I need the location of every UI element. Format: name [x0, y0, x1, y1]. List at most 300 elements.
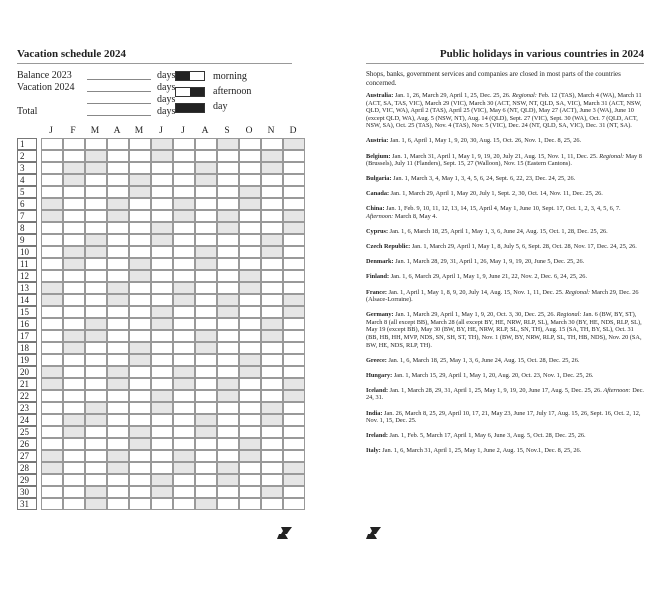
calendar-cell[interactable] — [41, 162, 63, 174]
calendar-cell[interactable] — [107, 366, 129, 378]
calendar-cell[interactable] — [283, 438, 305, 450]
calendar-cell[interactable] — [129, 294, 151, 306]
calendar-cell[interactable] — [129, 342, 151, 354]
calendar-cell[interactable] — [41, 138, 63, 150]
calendar-cell[interactable] — [129, 498, 151, 510]
calendar-cell[interactable] — [217, 150, 239, 162]
calendar-cell[interactable] — [195, 222, 217, 234]
calendar-cell[interactable] — [129, 330, 151, 342]
calendar-cell[interactable] — [195, 342, 217, 354]
calendar-cell[interactable] — [283, 270, 305, 282]
calendar-cell[interactable] — [283, 174, 305, 186]
calendar-cell[interactable] — [173, 402, 195, 414]
calendar-cell[interactable] — [283, 450, 305, 462]
calendar-cell[interactable] — [239, 378, 261, 390]
calendar-cell[interactable] — [173, 462, 195, 474]
calendar-cell[interactable] — [63, 210, 85, 222]
calendar-cell[interactable] — [217, 474, 239, 486]
calendar-cell[interactable] — [217, 246, 239, 258]
calendar-cell[interactable] — [261, 378, 283, 390]
calendar-cell[interactable] — [129, 282, 151, 294]
calendar-cell[interactable] — [151, 450, 173, 462]
calendar-cell[interactable] — [195, 330, 217, 342]
calendar-cell[interactable] — [173, 438, 195, 450]
calendar-cell[interactable] — [217, 162, 239, 174]
calendar-cell[interactable] — [239, 426, 261, 438]
calendar-cell[interactable] — [261, 174, 283, 186]
calendar-cell[interactable] — [283, 210, 305, 222]
calendar-cell[interactable] — [239, 198, 261, 210]
calendar-cell[interactable] — [107, 258, 129, 270]
calendar-cell[interactable] — [195, 378, 217, 390]
calendar-cell[interactable] — [239, 486, 261, 498]
calendar-cell[interactable] — [239, 354, 261, 366]
calendar-cell[interactable] — [173, 150, 195, 162]
calendar-cell[interactable] — [151, 426, 173, 438]
calendar-cell[interactable] — [107, 354, 129, 366]
calendar-cell[interactable] — [239, 234, 261, 246]
calendar-cell[interactable] — [261, 390, 283, 402]
calendar-cell[interactable] — [217, 450, 239, 462]
calendar-cell[interactable] — [129, 426, 151, 438]
calendar-cell[interactable] — [239, 390, 261, 402]
calendar-cell[interactable] — [129, 210, 151, 222]
calendar-cell[interactable] — [195, 354, 217, 366]
calendar-cell[interactable] — [41, 210, 63, 222]
calendar-cell[interactable] — [283, 222, 305, 234]
calendar-cell[interactable] — [195, 138, 217, 150]
calendar-cell[interactable] — [129, 462, 151, 474]
calendar-cell[interactable] — [217, 390, 239, 402]
calendar-cell[interactable] — [151, 294, 173, 306]
calendar-cell[interactable] — [129, 198, 151, 210]
calendar-cell[interactable] — [283, 306, 305, 318]
calendar-cell[interactable] — [151, 462, 173, 474]
calendar-cell[interactable] — [107, 342, 129, 354]
calendar-cell[interactable] — [195, 318, 217, 330]
calendar-cell[interactable] — [239, 450, 261, 462]
vacation-field[interactable] — [87, 91, 151, 92]
calendar-cell[interactable] — [129, 414, 151, 426]
calendar-cell[interactable] — [107, 330, 129, 342]
calendar-cell[interactable] — [85, 294, 107, 306]
calendar-cell[interactable] — [41, 150, 63, 162]
calendar-cell[interactable] — [173, 486, 195, 498]
calendar-cell[interactable] — [173, 426, 195, 438]
calendar-cell[interactable] — [129, 138, 151, 150]
calendar-cell[interactable] — [195, 294, 217, 306]
calendar-cell[interactable] — [239, 258, 261, 270]
calendar-cell[interactable] — [129, 390, 151, 402]
calendar-cell[interactable] — [261, 162, 283, 174]
calendar-cell[interactable] — [261, 210, 283, 222]
calendar-cell[interactable] — [217, 294, 239, 306]
calendar-cell[interactable] — [173, 162, 195, 174]
calendar-cell[interactable] — [217, 282, 239, 294]
calendar-cell[interactable] — [261, 198, 283, 210]
calendar-cell[interactable] — [283, 258, 305, 270]
calendar-cell[interactable] — [129, 486, 151, 498]
calendar-cell[interactable] — [283, 150, 305, 162]
calendar-cell[interactable] — [239, 306, 261, 318]
calendar-cell[interactable] — [261, 330, 283, 342]
calendar-cell[interactable] — [239, 462, 261, 474]
calendar-cell[interactable] — [63, 474, 85, 486]
calendar-cell[interactable] — [151, 366, 173, 378]
calendar-cell[interactable] — [41, 234, 63, 246]
calendar-cell[interactable] — [261, 402, 283, 414]
calendar-cell[interactable] — [217, 318, 239, 330]
calendar-cell[interactable] — [41, 318, 63, 330]
calendar-cell[interactable] — [85, 270, 107, 282]
calendar-cell[interactable] — [85, 378, 107, 390]
calendar-cell[interactable] — [129, 402, 151, 414]
calendar-cell[interactable] — [129, 186, 151, 198]
calendar-cell[interactable] — [63, 318, 85, 330]
calendar-cell[interactable] — [195, 414, 217, 426]
calendar-cell[interactable] — [239, 138, 261, 150]
calendar-cell[interactable] — [217, 402, 239, 414]
calendar-cell[interactable] — [195, 270, 217, 282]
calendar-cell[interactable] — [261, 486, 283, 498]
calendar-cell[interactable] — [63, 270, 85, 282]
calendar-cell[interactable] — [261, 234, 283, 246]
calendar-cell[interactable] — [217, 438, 239, 450]
calendar-cell[interactable] — [283, 426, 305, 438]
calendar-cell[interactable] — [107, 390, 129, 402]
calendar-cell[interactable] — [41, 198, 63, 210]
calendar-cell[interactable] — [85, 450, 107, 462]
calendar-cell[interactable] — [107, 186, 129, 198]
calendar-cell[interactable] — [217, 366, 239, 378]
calendar-cell[interactable] — [129, 258, 151, 270]
calendar-cell[interactable] — [41, 174, 63, 186]
calendar-cell[interactable] — [195, 402, 217, 414]
calendar-cell[interactable] — [195, 498, 217, 510]
calendar-cell[interactable] — [173, 318, 195, 330]
calendar-cell[interactable] — [41, 366, 63, 378]
calendar-cell[interactable] — [195, 186, 217, 198]
calendar-cell[interactable] — [63, 186, 85, 198]
calendar-cell[interactable] — [63, 366, 85, 378]
calendar-cell[interactable] — [217, 462, 239, 474]
calendar-cell[interactable] — [151, 438, 173, 450]
calendar-cell[interactable] — [107, 450, 129, 462]
calendar-cell[interactable] — [107, 138, 129, 150]
calendar-cell[interactable] — [261, 354, 283, 366]
calendar-cell[interactable] — [63, 402, 85, 414]
calendar-cell[interactable] — [151, 306, 173, 318]
calendar-cell[interactable] — [63, 162, 85, 174]
calendar-cell[interactable] — [151, 402, 173, 414]
calendar-cell[interactable] — [63, 390, 85, 402]
calendar-cell[interactable] — [63, 138, 85, 150]
calendar-cell[interactable] — [63, 354, 85, 366]
calendar-cell[interactable] — [173, 294, 195, 306]
calendar-cell[interactable] — [129, 474, 151, 486]
total-field[interactable] — [87, 115, 151, 116]
calendar-cell[interactable] — [63, 174, 85, 186]
calendar-cell[interactable] — [217, 498, 239, 510]
calendar-cell[interactable] — [217, 174, 239, 186]
calendar-cell[interactable] — [173, 366, 195, 378]
calendar-cell[interactable] — [107, 402, 129, 414]
calendar-cell[interactable] — [283, 186, 305, 198]
calendar-cell[interactable] — [41, 222, 63, 234]
calendar-cell[interactable] — [63, 330, 85, 342]
calendar-cell[interactable] — [283, 354, 305, 366]
calendar-cell[interactable] — [151, 498, 173, 510]
calendar-cell[interactable] — [85, 426, 107, 438]
calendar-cell[interactable] — [217, 186, 239, 198]
calendar-cell[interactable] — [41, 426, 63, 438]
calendar-cell[interactable] — [151, 342, 173, 354]
calendar-cell[interactable] — [217, 198, 239, 210]
calendar-cell[interactable] — [41, 354, 63, 366]
calendar-cell[interactable] — [63, 258, 85, 270]
calendar-cell[interactable] — [283, 162, 305, 174]
calendar-cell[interactable] — [217, 270, 239, 282]
calendar-cell[interactable] — [129, 438, 151, 450]
calendar-cell[interactable] — [283, 414, 305, 426]
calendar-cell[interactable] — [173, 498, 195, 510]
calendar-cell[interactable] — [239, 246, 261, 258]
calendar-cell[interactable] — [85, 474, 107, 486]
calendar-cell[interactable] — [85, 330, 107, 342]
calendar-cell[interactable] — [107, 282, 129, 294]
calendar-cell[interactable] — [283, 498, 305, 510]
calendar-cell[interactable] — [129, 378, 151, 390]
calendar-cell[interactable] — [129, 354, 151, 366]
calendar-cell[interactable] — [151, 138, 173, 150]
calendar-cell[interactable] — [283, 234, 305, 246]
calendar-cell[interactable] — [217, 342, 239, 354]
calendar-cell[interactable] — [63, 234, 85, 246]
calendar-cell[interactable] — [173, 474, 195, 486]
calendar-cell[interactable] — [217, 210, 239, 222]
calendar-cell[interactable] — [173, 330, 195, 342]
calendar-cell[interactable] — [151, 414, 173, 426]
calendar-cell[interactable] — [239, 174, 261, 186]
calendar-cell[interactable] — [217, 306, 239, 318]
calendar-cell[interactable] — [151, 282, 173, 294]
calendar-cell[interactable] — [195, 390, 217, 402]
calendar-cell[interactable] — [107, 498, 129, 510]
calendar-cell[interactable] — [239, 330, 261, 342]
calendar-cell[interactable] — [63, 486, 85, 498]
calendar-cell[interactable] — [151, 150, 173, 162]
calendar-cell[interactable] — [173, 186, 195, 198]
calendar-cell[interactable] — [129, 450, 151, 462]
calendar-cell[interactable] — [261, 306, 283, 318]
calendar-cell[interactable] — [261, 150, 283, 162]
calendar-cell[interactable] — [85, 210, 107, 222]
calendar-cell[interactable] — [195, 246, 217, 258]
calendar-cell[interactable] — [151, 354, 173, 366]
calendar-cell[interactable] — [217, 414, 239, 426]
calendar-cell[interactable] — [195, 234, 217, 246]
calendar-cell[interactable] — [85, 402, 107, 414]
calendar-cell[interactable] — [151, 270, 173, 282]
calendar-cell[interactable] — [239, 438, 261, 450]
balance-field[interactable] — [87, 79, 151, 80]
calendar-cell[interactable] — [173, 174, 195, 186]
calendar-cell[interactable] — [63, 414, 85, 426]
calendar-cell[interactable] — [283, 294, 305, 306]
calendar-cell[interactable] — [151, 258, 173, 270]
calendar-cell[interactable] — [217, 234, 239, 246]
calendar-cell[interactable] — [151, 186, 173, 198]
calendar-cell[interactable] — [107, 414, 129, 426]
calendar-cell[interactable] — [261, 138, 283, 150]
calendar-cell[interactable] — [283, 282, 305, 294]
calendar-cell[interactable] — [63, 498, 85, 510]
calendar-cell[interactable] — [129, 174, 151, 186]
calendar-cell[interactable] — [239, 294, 261, 306]
calendar-cell[interactable] — [173, 210, 195, 222]
calendar-cell[interactable] — [239, 162, 261, 174]
calendar-cell[interactable] — [195, 366, 217, 378]
calendar-cell[interactable] — [85, 246, 107, 258]
calendar-cell[interactable] — [107, 426, 129, 438]
calendar-cell[interactable] — [151, 210, 173, 222]
calendar-cell[interactable] — [151, 378, 173, 390]
calendar-cell[interactable] — [41, 402, 63, 414]
calendar-cell[interactable] — [85, 354, 107, 366]
calendar-cell[interactable] — [261, 474, 283, 486]
calendar-cell[interactable] — [41, 390, 63, 402]
calendar-cell[interactable] — [41, 186, 63, 198]
calendar-cell[interactable] — [261, 282, 283, 294]
calendar-cell[interactable] — [239, 414, 261, 426]
calendar-cell[interactable] — [85, 138, 107, 150]
calendar-cell[interactable] — [173, 222, 195, 234]
calendar-cell[interactable] — [239, 318, 261, 330]
calendar-cell[interactable] — [173, 354, 195, 366]
calendar-cell[interactable] — [151, 246, 173, 258]
calendar-cell[interactable] — [107, 294, 129, 306]
calendar-cell[interactable] — [151, 162, 173, 174]
calendar-cell[interactable] — [63, 282, 85, 294]
calendar-cell[interactable] — [63, 462, 85, 474]
calendar-cell[interactable] — [85, 462, 107, 474]
calendar-cell[interactable] — [41, 498, 63, 510]
calendar-cell[interactable] — [195, 258, 217, 270]
calendar-cell[interactable] — [261, 246, 283, 258]
calendar-cell[interactable] — [151, 486, 173, 498]
calendar-cell[interactable] — [107, 210, 129, 222]
calendar-cell[interactable] — [195, 426, 217, 438]
calendar-cell[interactable] — [173, 450, 195, 462]
calendar-cell[interactable] — [195, 198, 217, 210]
calendar-cell[interactable] — [41, 474, 63, 486]
calendar-cell[interactable] — [85, 198, 107, 210]
calendar-cell[interactable] — [129, 234, 151, 246]
extra-field[interactable] — [87, 103, 151, 104]
calendar-cell[interactable] — [85, 366, 107, 378]
calendar-cell[interactable] — [129, 318, 151, 330]
calendar-cell[interactable] — [107, 474, 129, 486]
calendar-cell[interactable] — [239, 282, 261, 294]
calendar-cell[interactable] — [107, 306, 129, 318]
calendar-cell[interactable] — [63, 306, 85, 318]
calendar-cell[interactable] — [173, 414, 195, 426]
calendar-cell[interactable] — [151, 234, 173, 246]
calendar-cell[interactable] — [107, 270, 129, 282]
calendar-cell[interactable] — [173, 390, 195, 402]
calendar-cell[interactable] — [41, 450, 63, 462]
calendar-cell[interactable] — [107, 198, 129, 210]
calendar-cell[interactable] — [63, 450, 85, 462]
calendar-cell[interactable] — [261, 426, 283, 438]
calendar-cell[interactable] — [217, 354, 239, 366]
calendar-cell[interactable] — [217, 378, 239, 390]
calendar-cell[interactable] — [151, 174, 173, 186]
calendar-cell[interactable] — [41, 378, 63, 390]
calendar-cell[interactable] — [195, 462, 217, 474]
calendar-cell[interactable] — [85, 318, 107, 330]
calendar-cell[interactable] — [107, 222, 129, 234]
calendar-cell[interactable] — [217, 426, 239, 438]
calendar-cell[interactable] — [107, 486, 129, 498]
calendar-cell[interactable] — [151, 222, 173, 234]
calendar-cell[interactable] — [173, 342, 195, 354]
calendar-cell[interactable] — [107, 162, 129, 174]
calendar-cell[interactable] — [41, 282, 63, 294]
calendar-cell[interactable] — [85, 282, 107, 294]
calendar-cell[interactable] — [195, 474, 217, 486]
calendar-cell[interactable] — [63, 426, 85, 438]
calendar-cell[interactable] — [239, 222, 261, 234]
calendar-cell[interactable] — [283, 198, 305, 210]
calendar-cell[interactable] — [195, 210, 217, 222]
calendar-cell[interactable] — [63, 246, 85, 258]
calendar-cell[interactable] — [283, 366, 305, 378]
calendar-cell[interactable] — [239, 342, 261, 354]
calendar-cell[interactable] — [283, 318, 305, 330]
calendar-cell[interactable] — [151, 330, 173, 342]
calendar-cell[interactable] — [283, 342, 305, 354]
calendar-cell[interactable] — [217, 258, 239, 270]
calendar-cell[interactable] — [261, 414, 283, 426]
calendar-cell[interactable] — [151, 474, 173, 486]
calendar-cell[interactable] — [173, 246, 195, 258]
calendar-cell[interactable] — [85, 174, 107, 186]
calendar-cell[interactable] — [217, 138, 239, 150]
calendar-cell[interactable] — [173, 138, 195, 150]
calendar-cell[interactable] — [195, 438, 217, 450]
calendar-cell[interactable] — [85, 486, 107, 498]
calendar-cell[interactable] — [173, 198, 195, 210]
calendar-cell[interactable] — [129, 270, 151, 282]
calendar-cell[interactable] — [41, 462, 63, 474]
calendar-cell[interactable] — [129, 162, 151, 174]
calendar-cell[interactable] — [195, 150, 217, 162]
calendar-cell[interactable] — [195, 162, 217, 174]
calendar-cell[interactable] — [129, 222, 151, 234]
calendar-cell[interactable] — [261, 438, 283, 450]
calendar-cell[interactable] — [283, 330, 305, 342]
calendar-cell[interactable] — [85, 306, 107, 318]
calendar-cell[interactable] — [63, 222, 85, 234]
calendar-cell[interactable] — [85, 498, 107, 510]
calendar-cell[interactable] — [63, 378, 85, 390]
calendar-cell[interactable] — [173, 270, 195, 282]
calendar-cell[interactable] — [261, 342, 283, 354]
calendar-cell[interactable] — [261, 186, 283, 198]
calendar-cell[interactable] — [283, 378, 305, 390]
calendar-cell[interactable] — [261, 498, 283, 510]
